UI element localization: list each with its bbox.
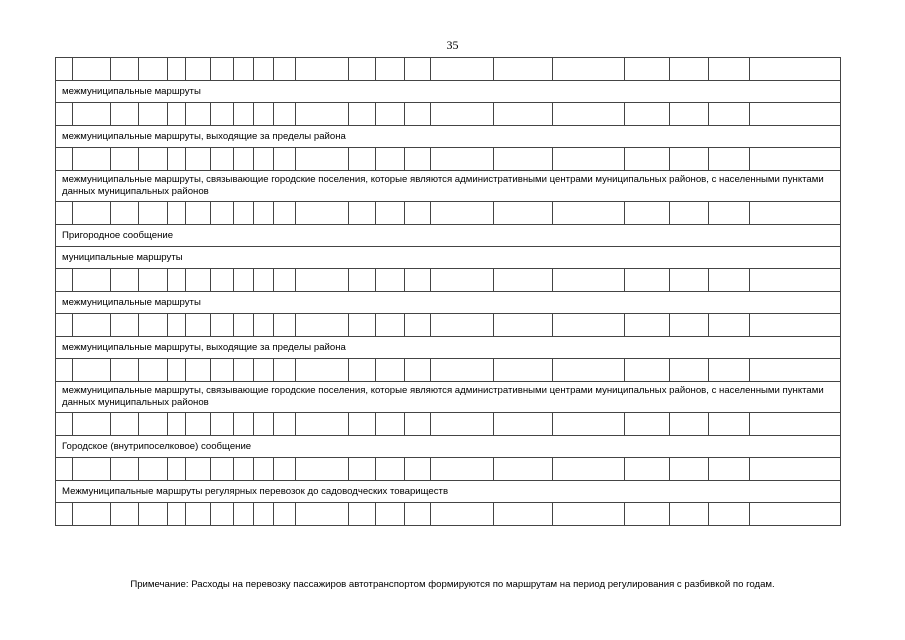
section-label: межмуниципальные маршруты, связывающие городские поселения, которые являются административными центрами муниципальных районов, с населенными пунктами данных муниципальных районов: [56, 382, 841, 413]
table-row: [56, 202, 841, 225]
table-row: [56, 103, 841, 126]
section-label: межмуниципальные маршруты: [56, 81, 841, 103]
expense-table: [55, 57, 841, 526]
table-row: [56, 413, 841, 436]
section-label: Городское (внутрипоселковое) сообщение: [56, 436, 841, 458]
section-label: муниципальные маршруты: [56, 247, 841, 269]
section-row: [56, 481, 841, 503]
section-row: [56, 81, 841, 103]
section-label: межмуниципальные маршруты, выходящие за пределы района: [56, 126, 841, 148]
table-row: [56, 314, 841, 337]
section-label: Пригородное сообщение: [56, 225, 841, 247]
section-row: [56, 436, 841, 458]
section-row: [56, 225, 841, 247]
footnote: Примечание: Расходы на перевозку пассажиров автотранспортом формируются по маршрутам на период регулирования с разбивкой по годам.: [130, 579, 775, 590]
table-row: [56, 58, 841, 81]
page-number: 35: [446, 38, 459, 52]
table-row: [56, 359, 841, 382]
section-label: межмуниципальные маршруты, выходящие за пределы района: [56, 337, 841, 359]
section-row: [56, 292, 841, 314]
section-label: межмуниципальные маршруты: [56, 292, 841, 314]
section-row: [56, 247, 841, 269]
table-row: [56, 148, 841, 171]
section-row: [56, 337, 841, 359]
section-label: межмуниципальные маршруты, связывающие городские поселения, которые являются административными центрами муниципальных районов, с населенными пунктами данных муниципальных районов: [56, 171, 841, 202]
table-row: [56, 503, 841, 526]
table-row: [56, 458, 841, 481]
section-row: [56, 171, 841, 202]
table-row: [56, 269, 841, 292]
section-row: [56, 382, 841, 413]
section-row: [56, 126, 841, 148]
section-label: Межмуниципальные маршруты регулярных перевозок до садоводческих товариществ: [56, 481, 841, 503]
